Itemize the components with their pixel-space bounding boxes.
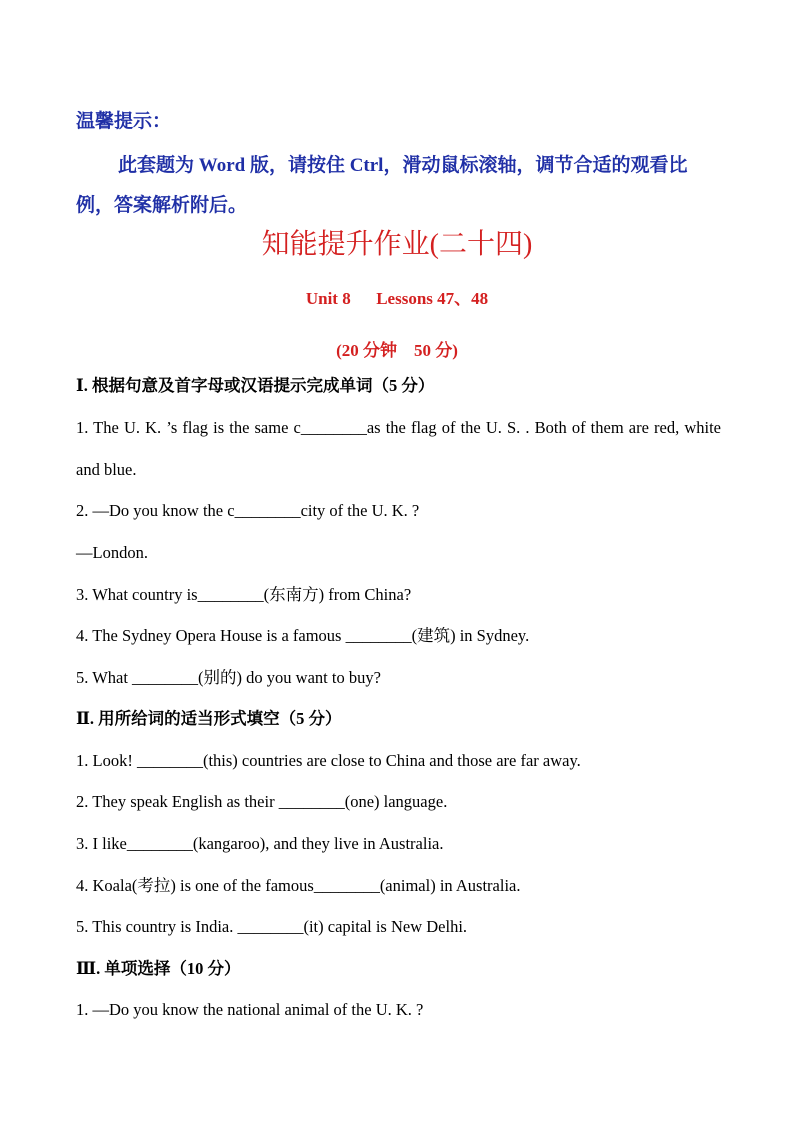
question-item: 4. Koala(考拉) is one of the famous________(animal) in Australia. — [76, 876, 521, 895]
question-item: 1. —Do you know the national animal of the U. K. ? — [76, 1000, 424, 1019]
worksheet-title: 知能提升作业(二十四) — [261, 229, 533, 260]
answer-line: —London. — [76, 543, 148, 562]
question-item: 2. —Do you know the c________city of the U. K. ? — [76, 501, 420, 520]
unit-lessons-subtitle: Unit 8 Lessons 47、48 — [305, 289, 489, 308]
tip-label: 温馨提示： — [76, 111, 172, 132]
question-item: 3. What country is________(东南方) from China? — [76, 585, 412, 604]
tip-body: 此套题为 Word 版，请按住 Ctrl，滑动鼠标滚轴，调节合适的观看比例，答案解析附后。 — [76, 155, 688, 216]
question-item: 5. This country is India. ________(it) capital is New Delhi. — [76, 917, 468, 936]
question-item: 2. They speak English as their ________(one) language. — [76, 792, 448, 811]
section-heading: Ⅰ. 根据句意及首字母或汉语提示完成单词（5 分） — [76, 376, 435, 395]
section-heading: Ⅲ. 单项选择（10 分） — [76, 959, 241, 978]
question-item: 1. Look! ________(this) countries are close to China and those are far away. — [76, 751, 581, 770]
question-item: 4. The Sydney Opera House is a famous ________(建筑) in Sydney. — [76, 626, 530, 645]
section-heading: Ⅱ. 用所给词的适当形式填空（5 分） — [76, 709, 342, 728]
time-score-info: (20 分钟 50 分) — [336, 341, 458, 360]
question-item: 5. What ________(别的) do you want to buy? — [76, 668, 381, 687]
question-item: 1. The U. K. ’s flag is the same c________as the flag of the U. S. . Both of them are red, white and blue. — [76, 418, 721, 479]
question-item: 3. I like________(kangaroo), and they live in Australia. — [76, 834, 444, 853]
